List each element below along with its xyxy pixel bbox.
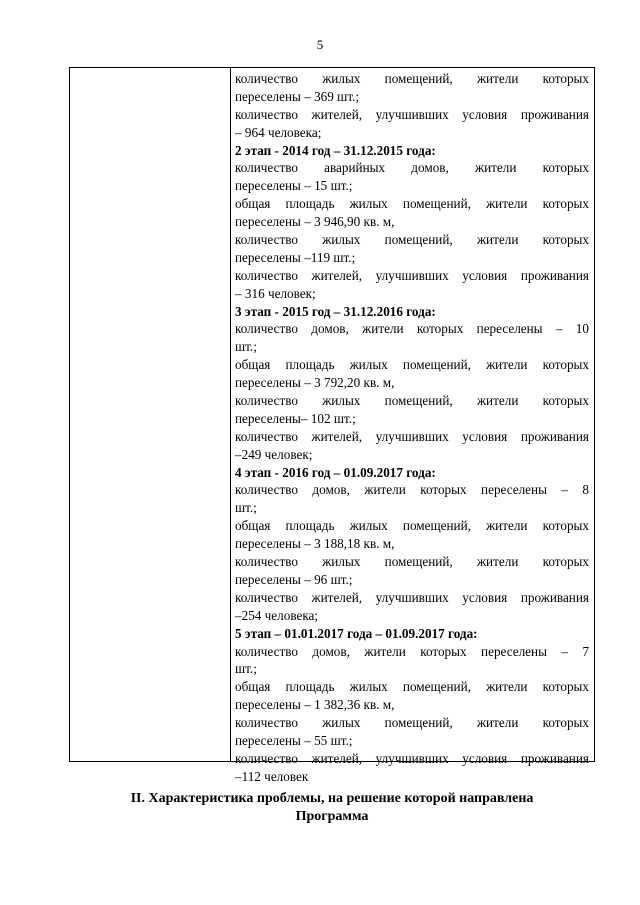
table-line: переселены – 3 188,18 кв. м, <box>235 536 395 552</box>
table-line: общая площадь жилых помещений, жители которых <box>235 357 589 373</box>
table-line: количество домов, жители которых переселены – 7 <box>235 643 589 659</box>
table-line: переселены – 369 шт.; <box>235 88 360 104</box>
table-line: общая площадь жилых помещений, жители которых <box>235 196 589 212</box>
table-line: количество жилых помещений, жители которых <box>235 554 589 570</box>
table-line: переселены –119 шт.; <box>235 249 356 265</box>
table-line: –254 человека; <box>235 607 319 623</box>
table-line: переселены – 3 792,20 кв. м, <box>235 375 395 391</box>
section-heading-line-1: II. Характеристика проблемы, на решение которой направлена <box>130 791 534 806</box>
table-line: – 316 человек; <box>235 285 316 301</box>
table-line: количество жилых помещений, жители которых <box>235 393 589 409</box>
table-line: –249 человек; <box>235 446 313 462</box>
table-line: переселены – 1 382,36 кв. м, <box>235 697 395 713</box>
table-line: переселены– 102 шт.; <box>235 410 356 426</box>
stage-heading: 3 этап - 2015 год – 31.12.2016 года: <box>235 303 436 319</box>
section-heading <box>69 790 595 826</box>
table-line: количество домов, жители которых переселены – 10 <box>235 321 589 337</box>
table-column-divider <box>230 68 231 761</box>
table-line: количество аварийных домов, жители которых <box>235 160 589 176</box>
table-line: количество жилых помещений, жители которых <box>235 71 589 86</box>
table-line: шт.; <box>235 500 257 516</box>
section-heading-line-2: Программа <box>295 809 369 824</box>
page-number: 5 <box>316 37 324 52</box>
stage-heading: 2 этап - 2014 год – 31.12.2015 года: <box>235 142 436 158</box>
table-cell-stages <box>235 70 589 786</box>
table-line: общая площадь жилых помещений, жители которых <box>235 518 589 534</box>
table-line: количество жителей, улучшивших условия проживания <box>235 589 589 605</box>
table-line: переселены – 3 946,90 кв. м, <box>235 214 395 230</box>
table-line: количество жителей, улучшивших условия проживания <box>235 106 589 122</box>
stage-heading: 5 этап – 01.01.2017 года – 01.09.2017 года: <box>235 625 478 641</box>
table-line: количество жилых помещений, жители которых <box>235 715 589 731</box>
table-line: количество жителей, улучшивших условия проживания <box>235 750 589 766</box>
table-line: –112 человек <box>235 768 309 784</box>
table-line: шт.; <box>235 661 257 677</box>
table-line: переселены – 15 шт.; <box>235 178 353 194</box>
table-line: – 964 человека; <box>235 124 322 140</box>
table-line: количество жителей, улучшивших условия проживания <box>235 267 589 283</box>
table-line: переселены – 96 шт.; <box>235 571 353 587</box>
table-line: количество жилых помещений, жители которых <box>235 232 589 248</box>
table-line: общая площадь жилых помещений, жители которых <box>235 679 589 695</box>
table-line: количество жителей, улучшивших условия проживания <box>235 428 589 444</box>
table-line: переселены – 55 шт.; <box>235 732 353 748</box>
table-line: шт.; <box>235 339 257 355</box>
table-line: количество домов, жители которых переселены – 8 <box>235 482 589 498</box>
program-table <box>69 67 595 784</box>
stage-heading: 4 этап - 2016 год – 01.09.2017 года: <box>235 464 436 480</box>
